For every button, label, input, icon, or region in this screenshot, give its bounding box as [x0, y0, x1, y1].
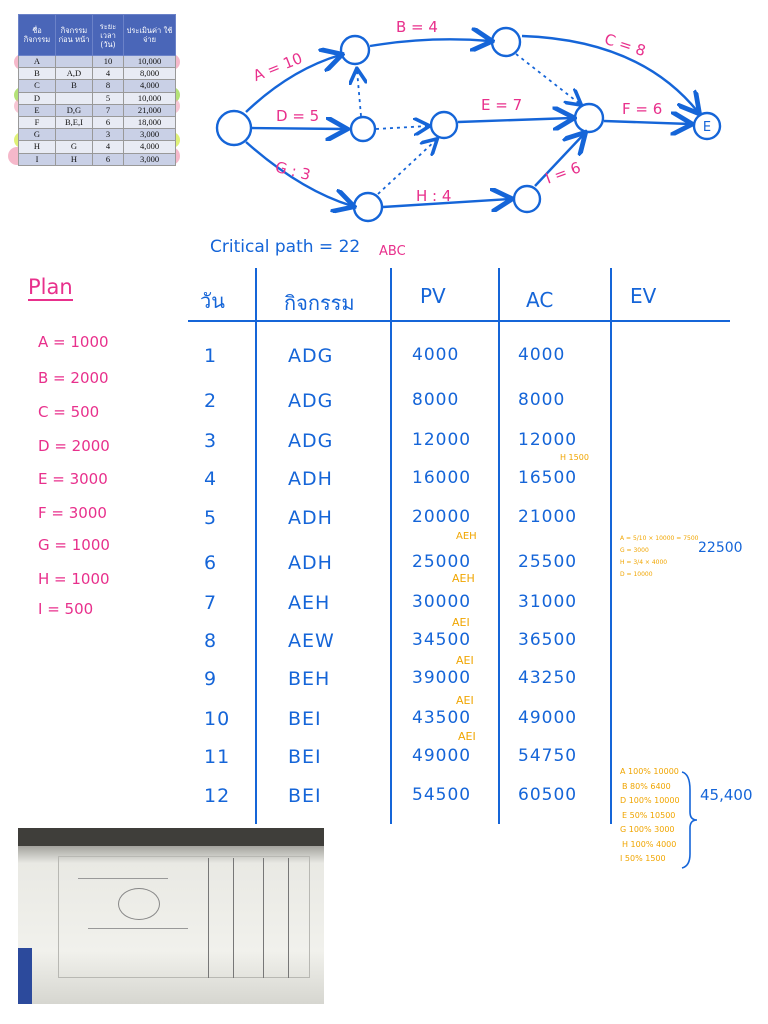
ev-day12-line: I 50% 1500: [620, 854, 666, 863]
schedule-day: 1: [204, 345, 218, 367]
schedule-pv: 54500: [412, 785, 472, 805]
schedule-ac: 4000: [518, 345, 566, 365]
activity-cost: 3,000: [124, 129, 176, 141]
plan-item: I = 500: [38, 600, 94, 618]
schedule-activity: ADG: [288, 390, 334, 412]
activity-predecessor: [56, 56, 93, 68]
schedule-pv: 16000: [412, 468, 472, 488]
schedule-ac: 43250: [518, 668, 578, 688]
schedule-activity: BEI: [288, 785, 322, 807]
node-1: [341, 36, 369, 64]
activity-cost: 4,000: [124, 141, 176, 153]
node-7: [514, 186, 540, 212]
ev-day6-total: 22500: [698, 540, 743, 556]
activity-duration: 3: [93, 129, 124, 141]
activity-row: [19, 80, 176, 92]
activity-predecessor: [56, 129, 93, 141]
activity-table-body: [19, 56, 176, 166]
schedule-header-line: [188, 320, 730, 322]
schedule-divider-1: [255, 268, 257, 824]
schedule-header-ac: AC: [526, 288, 554, 312]
schedule-pv: 4000: [412, 345, 460, 365]
schedule-ac: 49000: [518, 708, 578, 728]
activity-predecessor: B: [56, 80, 93, 92]
activity-row: [19, 104, 176, 116]
schedule-ac: 16500: [518, 468, 578, 488]
activity-cost: 18,000: [124, 116, 176, 128]
activity-predecessor: H: [56, 153, 93, 165]
activity-duration: 6: [93, 153, 124, 165]
activity-cost: 4,000: [124, 80, 176, 92]
activity-duration: 4: [93, 68, 124, 80]
node-6: [354, 193, 382, 221]
activity-name: F: [19, 116, 56, 128]
schedule-activity: ADH: [288, 468, 333, 490]
activity-row: [19, 116, 176, 128]
plan-item: H = 1000: [38, 570, 110, 588]
activity-predecessor: G: [56, 141, 93, 153]
ev-day6-line: D = 10000: [620, 571, 653, 578]
schedule-header-pv: PV: [420, 284, 446, 308]
activity-predecessor: B,E,I: [56, 116, 93, 128]
schedule-day: 11: [204, 746, 231, 768]
note-aei-2: AEI: [456, 654, 474, 667]
schedule-activity: ADH: [288, 552, 333, 574]
edge-label-e: E = 7: [481, 96, 523, 114]
schedule-day: 2: [204, 390, 218, 412]
activity-duration: 8: [93, 80, 124, 92]
plan-item: F = 3000: [38, 504, 107, 522]
schedule-header-activity: กิจกรรม: [284, 291, 355, 315]
schedule-activity: BEI: [288, 746, 322, 768]
schedule-pv: 12000: [412, 430, 472, 450]
node-2: [492, 28, 520, 56]
plan-item: B = 2000: [38, 369, 109, 387]
plan-title: Plan: [28, 275, 73, 299]
activity-cost: 3,000: [124, 153, 176, 165]
schedule-ac: 21000: [518, 507, 578, 527]
activity-row: [19, 68, 176, 80]
schedule-day: 7: [204, 592, 218, 614]
ev-day12-line: B 80% 6400: [622, 781, 671, 791]
activity-cost: 10,000: [124, 56, 176, 68]
note-h1500: H 1500: [560, 453, 589, 462]
schedule-day: 12: [204, 785, 231, 807]
activity-duration: 10: [93, 56, 124, 68]
activity-name: A: [19, 56, 56, 68]
plan-item: D = 2000: [38, 437, 110, 455]
schedule-ac: 25500: [518, 552, 578, 572]
schedule-ac: 12000: [518, 430, 578, 450]
edge-label-b: B = 4: [396, 18, 438, 36]
edge-label-h: H : 4: [416, 187, 452, 205]
schedule-pv: 20000: [412, 507, 472, 527]
critical-path-label: Critical path = 22: [210, 237, 361, 257]
schedule-divider-2: [390, 268, 392, 824]
plan-item: G = 1000: [38, 536, 110, 554]
schedule-header-ev: EV: [630, 284, 657, 308]
edge-label-i: I = 6: [543, 158, 584, 188]
node-4: [431, 112, 457, 138]
activity-table: [18, 14, 176, 166]
schedule-divider-4: [610, 268, 612, 824]
plan-item: C = 500: [38, 403, 100, 421]
schedule-pv: 30000: [412, 592, 472, 612]
ev-day12-brace: [678, 770, 700, 870]
edge-label-d: D = 5: [276, 107, 320, 125]
activity-cost: 21,000: [124, 104, 176, 116]
schedule-divider-3: [498, 268, 500, 824]
activity-predecessor: [56, 92, 93, 104]
col-header-cost: ประเมินค่า ใช้จ่าย: [124, 15, 176, 56]
dummy-2-5: [516, 54, 580, 104]
schedule-day: 8: [204, 630, 218, 652]
schedule-day: 9: [204, 668, 218, 690]
schedule-day: 10: [204, 708, 231, 730]
node-end-label: E: [702, 120, 712, 135]
activity-name: D: [19, 92, 56, 104]
activity-row: [19, 56, 176, 68]
edge-label-g: G : 3: [273, 157, 313, 185]
schedule-ac: 31000: [518, 592, 578, 612]
activity-row: [19, 129, 176, 141]
schedule-activity: BEI: [288, 708, 322, 730]
dummy-3-1: [357, 70, 361, 116]
activity-duration: 6: [93, 116, 124, 128]
schedule-activity: AEW: [288, 630, 335, 652]
activity-name: I: [19, 153, 56, 165]
note-aei-1: AEI: [452, 616, 470, 629]
edge-label-c: C = 8: [602, 29, 648, 61]
plan-item: A = 1000: [38, 333, 109, 351]
schedule-activity: ADG: [288, 345, 334, 367]
edge-f: [604, 121, 690, 124]
edge-b: [370, 39, 490, 46]
ev-day6-line: H = 3/4 × 4000: [620, 559, 668, 566]
plan-item: E = 3000: [38, 470, 108, 488]
activity-duration: 7: [93, 104, 124, 116]
dummy-3-4: [376, 126, 428, 129]
schedule-ac: 8000: [518, 390, 566, 410]
edge-d: [252, 128, 345, 129]
schedule-pv: 43500: [412, 708, 472, 728]
ev-day12-line: H 100% 4000: [622, 839, 677, 849]
schedule-pv: 8000: [412, 390, 460, 410]
activity-name: E: [19, 104, 56, 116]
activity-predecessor: D,G: [56, 104, 93, 116]
col-header-duration: ระยะ เวลา (วัน): [93, 15, 124, 56]
schedule-day: 5: [204, 507, 218, 529]
col-header-name: ชื่อ กิจกรรม: [19, 15, 56, 56]
col-header-predecessor: กิจกรรม ก่อน หน้า: [56, 15, 93, 56]
activity-predecessor: A,D: [56, 68, 93, 80]
schedule-ac: 54750: [518, 746, 578, 766]
ev-day6-line: G = 3000: [620, 547, 649, 554]
schedule-activity: BEH: [288, 668, 331, 690]
schedule-day: 3: [204, 430, 218, 452]
schedule-pv: 25000: [412, 552, 472, 572]
schedule-pv: 34500: [412, 630, 472, 650]
schedule-day: 6: [204, 552, 218, 574]
node-3: [351, 117, 375, 141]
ev-day12-total: 45,400: [700, 786, 753, 804]
edge-label-f: F = 6: [622, 100, 663, 118]
schedule-ac: 36500: [518, 630, 578, 650]
activity-row: [19, 153, 176, 165]
schedule-ac: 60500: [518, 785, 578, 805]
activity-row: [19, 141, 176, 153]
activity-name: C: [19, 80, 56, 92]
edge-label-a: A = 10: [250, 49, 305, 85]
node-start: [217, 111, 251, 145]
activity-name: B: [19, 68, 56, 80]
ev-day12-line: G 100% 3000: [620, 825, 675, 834]
activity-name: H: [19, 141, 56, 153]
whiteboard-photo: [18, 828, 324, 1004]
schedule-header-day: วัน: [200, 289, 225, 313]
activity-name: G: [19, 129, 56, 141]
activity-duration: 5: [93, 92, 124, 104]
schedule-activity: ADH: [288, 507, 333, 529]
schedule-activity: ADG: [288, 430, 334, 452]
ev-day12-line: D 100% 10000: [620, 796, 680, 805]
ev-day12-line: E 50% 10500: [622, 810, 676, 820]
schedule-activity: AEH: [288, 592, 331, 614]
schedule-pv: 49000: [412, 746, 472, 766]
note-aei-3: AEI: [456, 694, 474, 707]
schedule-pv: 39000: [412, 668, 472, 688]
activity-cost: 10,000: [124, 92, 176, 104]
dummy-6-4: [378, 140, 436, 194]
note-aeh-2: AEH: [452, 572, 475, 585]
note-aeh-1: AEH: [456, 531, 477, 542]
ev-day12-line: A 100% 10000: [620, 767, 679, 776]
node-5: [575, 104, 603, 132]
edge-e: [458, 118, 572, 122]
schedule-day: 4: [204, 468, 218, 490]
activity-duration: 4: [93, 141, 124, 153]
activity-cost: 8,000: [124, 68, 176, 80]
note-aei-4: AEI: [458, 730, 476, 743]
activity-row: [19, 92, 176, 104]
ev-day6-line: A = 5/10 × 10000 = 7500: [620, 535, 699, 542]
critical-path-value: ABC: [379, 244, 406, 259]
